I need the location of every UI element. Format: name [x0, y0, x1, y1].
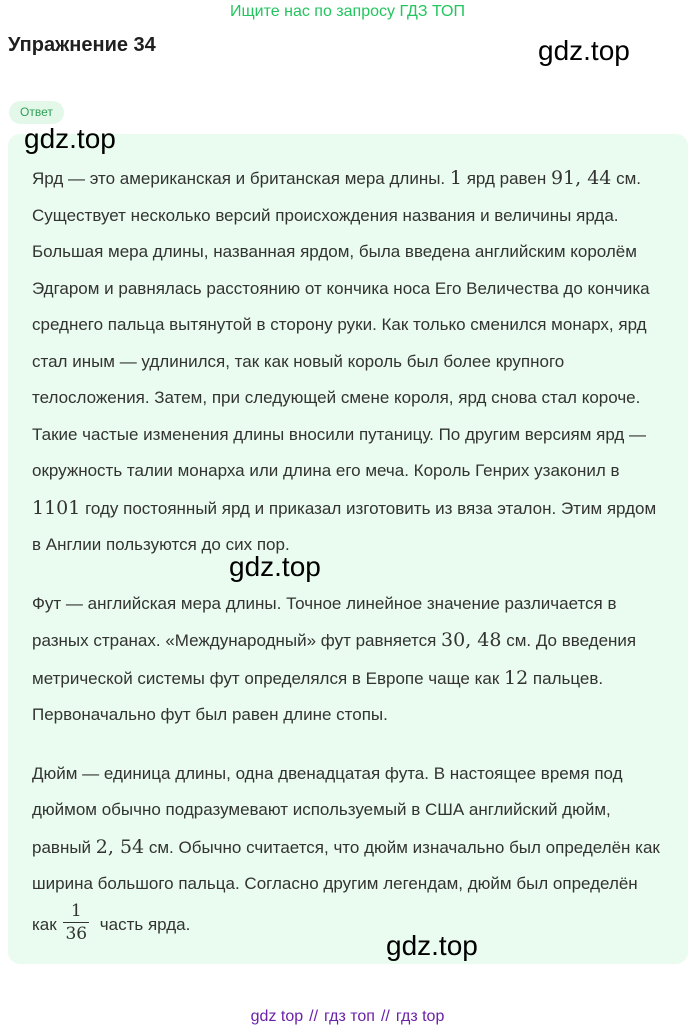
watermark: gdz.top	[229, 551, 321, 582]
text-fragment: см. Существует несколько версий происхождения названия и величины ярда. Большая мера длины, названная ярдом, была введена английским королём Эдгаром и равнялась расстоянию от кончика носа Его Величества до кончика среднего пальца вытянутой в сторону руки. Как только сменился монарх, ярд стал иным — удлинился, так как новый король был более крупного телосложения. Затем, при следующей смене короля, ярд снова стал короче. Такие частые изменения длины вносили путаницу. По другим версиям ярд — окружность талии монарха или длина его меча. Король Генрих узаконил в	[32, 169, 650, 480]
text-fragment: Ярд — это американская и британская мера длины.	[32, 169, 450, 188]
watermark: gdz.top	[24, 123, 116, 154]
footer-separator: //	[309, 1008, 319, 1025]
footer-link-gdz-top-mixed[interactable]: гдз top	[395, 1008, 445, 1025]
text-fragment: см. До введения метрической системы фут определялся в Европе чаще как	[32, 631, 637, 688]
answer-card	[8, 134, 688, 964]
number-value: 2, 54	[95, 835, 145, 858]
watermark: gdz.top	[386, 930, 478, 961]
paragraph-foot	[32, 586, 664, 734]
number-value: 91, 44	[550, 167, 612, 189]
page-title: Упражнение 34	[8, 34, 156, 56]
answer-badge: Ответ	[9, 101, 64, 124]
footer-link-gdz-top[interactable]: gdz top	[250, 1008, 304, 1025]
number-value: 1	[449, 167, 462, 189]
paragraph-yard	[32, 160, 664, 564]
text-fragment: часть ярда.	[95, 914, 191, 934]
footer-link-gdz-top-ru[interactable]: гдз топ	[324, 1008, 375, 1025]
fraction-numerator: 1	[63, 900, 89, 923]
fraction-denominator: 36	[65, 923, 88, 944]
number-value: 30, 48	[441, 629, 502, 651]
paragraph-inch	[32, 756, 664, 948]
number-value: 1101	[32, 496, 81, 519]
text-fragment: ярд равен	[461, 169, 551, 188]
text-fragment: Фут — английская мера длины. Точное линейное значение различается в разных странах. «Международный» фут равняется	[32, 593, 617, 650]
fraction	[63, 900, 89, 945]
footer-separator: //	[380, 1008, 390, 1025]
watermark: gdz.top	[538, 35, 630, 66]
footer-links	[0, 1006, 695, 1028]
number-value: 12	[504, 666, 529, 689]
text-fragment: пальцев. Первоначально фут был равен длине стопы.	[32, 668, 604, 724]
text-fragment: см. Обычно считается, что дюйм изначально был определён как ширина большого пальца. Согласно другим легендам, дюйм был определён как	[32, 837, 660, 934]
text-fragment: году постоянный ярд и приказал изготовить из вяза эталон. Этим ярдом в Англии пользуются до сих пор.	[32, 498, 657, 554]
search-banner: Ищите нас по запросу ГДЗ ТОП	[230, 3, 465, 20]
text-fragment: Дюйм — единица длины, одна двенадцатая фута. В настоящее время под дюймом обычно подразумевают используемый в США английский дюйм, равный	[32, 763, 623, 857]
